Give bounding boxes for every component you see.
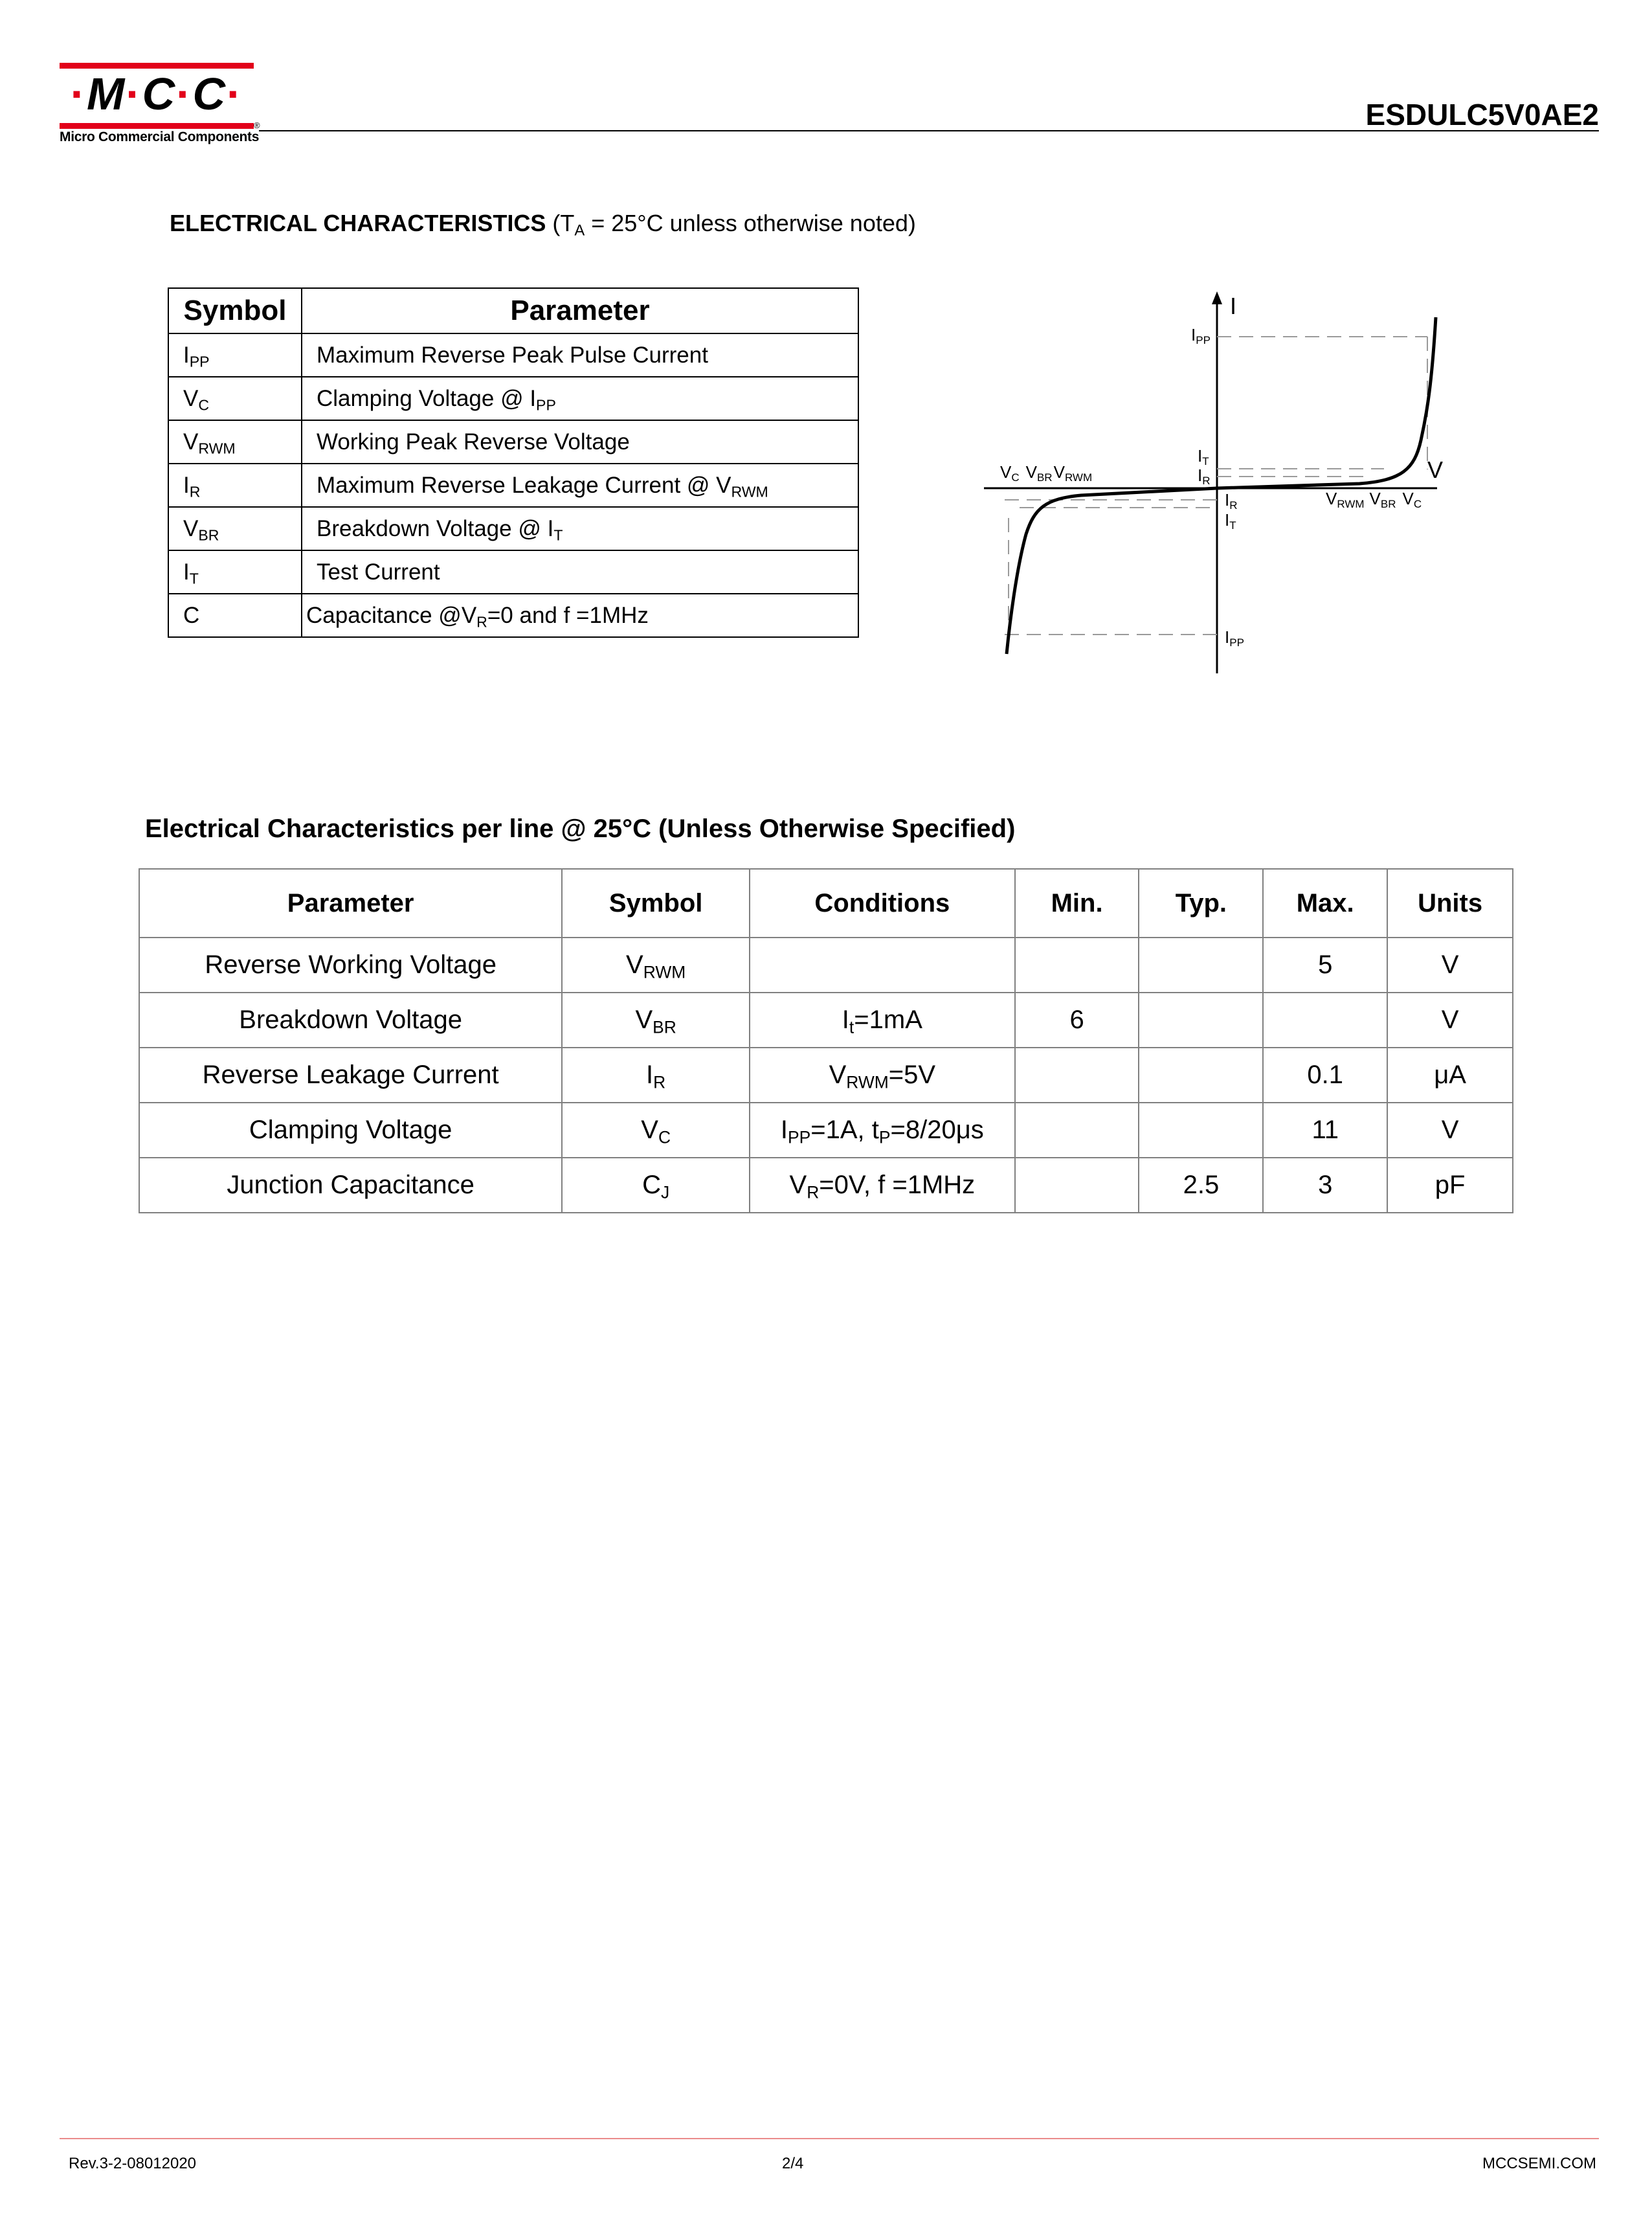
ipp-bottom-label: IPP xyxy=(1225,627,1244,649)
electrical-characteristics-title: ELECTRICAL CHARACTERISTICS ($T_A = 25^\circ C$ unless otherwise noted) xyxy=(170,210,916,240)
left-voltage-labels: VC VBRVRWM xyxy=(1000,462,1093,484)
logo-bottom-bar xyxy=(60,123,254,129)
conditions-cell xyxy=(750,938,1015,993)
parameter-cell: Maximum Reverse Leakage Current @ $V_{RWM}$ xyxy=(302,464,858,507)
parameter-cell: Working Peak Reverse Voltage xyxy=(302,420,858,464)
column-header: Symbol xyxy=(168,288,302,333)
table-row xyxy=(168,377,858,420)
column-header: Parameter xyxy=(139,869,562,938)
iv-characteristic-diagram xyxy=(971,285,1463,673)
table-row xyxy=(168,420,858,464)
min-cell: 6 xyxy=(1015,993,1139,1048)
it-bottom-label: IT xyxy=(1225,510,1236,532)
units-cell: V xyxy=(1387,938,1513,993)
column-header: Max. xyxy=(1263,869,1387,938)
symbol-cell: $V_{RWM}$ xyxy=(562,938,750,993)
symbol-cell: $I_R$ xyxy=(168,464,302,507)
symbol-parameter-table xyxy=(168,287,859,638)
max-cell: 11 xyxy=(1263,1103,1387,1158)
parameter-cell: Clamping Voltage @ $I_{PP}$ xyxy=(302,377,858,420)
table-row xyxy=(139,993,1513,1048)
table-row xyxy=(168,550,858,594)
ir-bottom-label: IR xyxy=(1225,490,1238,512)
typ-cell xyxy=(1139,1103,1263,1158)
logo-subtitle: Micro Commercial Components xyxy=(60,129,260,144)
table-row xyxy=(168,594,858,637)
typ-cell xyxy=(1139,938,1263,993)
min-cell xyxy=(1015,938,1139,993)
table-row xyxy=(139,938,1513,993)
symbol-cell: $I_{PP}$ xyxy=(168,333,302,377)
company-logo: ·M·C·C· xyxy=(70,69,243,119)
symbol-cell: $V_C$ xyxy=(562,1103,750,1158)
max-cell: 5 xyxy=(1263,938,1387,993)
parameter-cell: Capacitance $@V_R=0$ and f =1MHz xyxy=(302,594,858,637)
typ-cell: 2.5 xyxy=(1139,1158,1263,1213)
min-cell xyxy=(1015,1048,1139,1103)
table-row xyxy=(139,1158,1513,1213)
symbol-cell: $V_C$ xyxy=(168,377,302,420)
table-row xyxy=(139,1103,1513,1158)
symbol-cell: $I_T$ xyxy=(168,550,302,594)
electrical-characteristics-table xyxy=(139,868,1513,1213)
parameter-cell: Maximum Reverse Peak Pulse Current xyxy=(302,333,858,377)
typ-cell xyxy=(1139,993,1263,1048)
symbol-cell: $V_{BR}$ xyxy=(168,507,302,550)
column-header: Units xyxy=(1387,869,1513,938)
table-row xyxy=(139,1048,1513,1103)
conditions-cell: $V_R=0V$, f =1MHz xyxy=(750,1158,1015,1213)
part-number: ESDULC5V0AE2 xyxy=(1365,98,1599,131)
parameter-cell: Clamping Voltage xyxy=(139,1103,562,1158)
min-cell xyxy=(1015,1103,1139,1158)
parameter-cell: Test Current xyxy=(302,550,858,594)
per-line-characteristics-title: Electrical Characteristics per line @ 25°C (Unless Otherwise Specified) xyxy=(145,815,1016,843)
table-row xyxy=(168,333,858,377)
logo-top-bar xyxy=(60,63,254,69)
units-cell: μA xyxy=(1387,1048,1513,1103)
table-row xyxy=(168,507,858,550)
voltage-axis-label: V xyxy=(1427,456,1444,483)
conditions-cell: $I_{PP}=1A$, $t_P=8/20\mu s$ xyxy=(750,1103,1015,1158)
parameter-cell: Reverse Working Voltage xyxy=(139,938,562,993)
parameter-cell: Breakdown Voltage @ $I_T$ xyxy=(302,507,858,550)
column-header: Typ. xyxy=(1139,869,1263,938)
table-header-row xyxy=(139,869,1513,938)
right-voltage-labels: VRWM VBR VC xyxy=(1326,489,1422,510)
revision-label: Rev.3-2-08012020 xyxy=(69,2155,197,2172)
column-header: Conditions xyxy=(750,869,1015,938)
units-cell: V xyxy=(1387,993,1513,1048)
conditions-cell: $V_{RWM}=5V$ xyxy=(750,1048,1015,1103)
max-cell xyxy=(1263,993,1387,1048)
column-header: Min. xyxy=(1015,869,1139,938)
max-cell: 0.1 xyxy=(1263,1048,1387,1103)
it-top-label: IT xyxy=(1198,446,1209,467)
symbol-cell: $I_R$ xyxy=(562,1048,750,1103)
ipp-top-label: IPP xyxy=(1191,325,1211,346)
parameter-cell: Reverse Leakage Current xyxy=(139,1048,562,1103)
current-axis-arrow xyxy=(1212,291,1222,304)
website-link[interactable]: MCCSEMI.COM xyxy=(1482,2155,1596,2172)
current-axis-label: I xyxy=(1230,293,1237,319)
ir-top-label: IR xyxy=(1198,466,1211,487)
symbol-cell: $C_J$ xyxy=(562,1158,750,1213)
units-cell: V xyxy=(1387,1103,1513,1158)
table-row xyxy=(168,464,858,507)
symbol-cell: $V_{BR}$ xyxy=(562,993,750,1048)
column-header: Parameter xyxy=(302,288,858,333)
units-cell: pF xyxy=(1387,1158,1513,1213)
conditions-cell: $I_t=1mA$ xyxy=(750,993,1015,1048)
iv-curve xyxy=(1007,317,1436,654)
page-number: 2/4 xyxy=(782,2155,804,2172)
symbol-cell: $V_{RWM}$ xyxy=(168,420,302,464)
min-cell xyxy=(1015,1158,1139,1213)
max-cell: 3 xyxy=(1263,1158,1387,1213)
table-header-row xyxy=(168,288,858,333)
footer-rule xyxy=(60,2138,1599,2139)
parameter-cell: Breakdown Voltage xyxy=(139,993,562,1048)
typ-cell xyxy=(1139,1048,1263,1103)
registered-mark: ® xyxy=(254,120,260,130)
column-header: Symbol xyxy=(562,869,750,938)
parameter-cell: Junction Capacitance xyxy=(139,1158,562,1213)
symbol-cell: C xyxy=(168,594,302,637)
